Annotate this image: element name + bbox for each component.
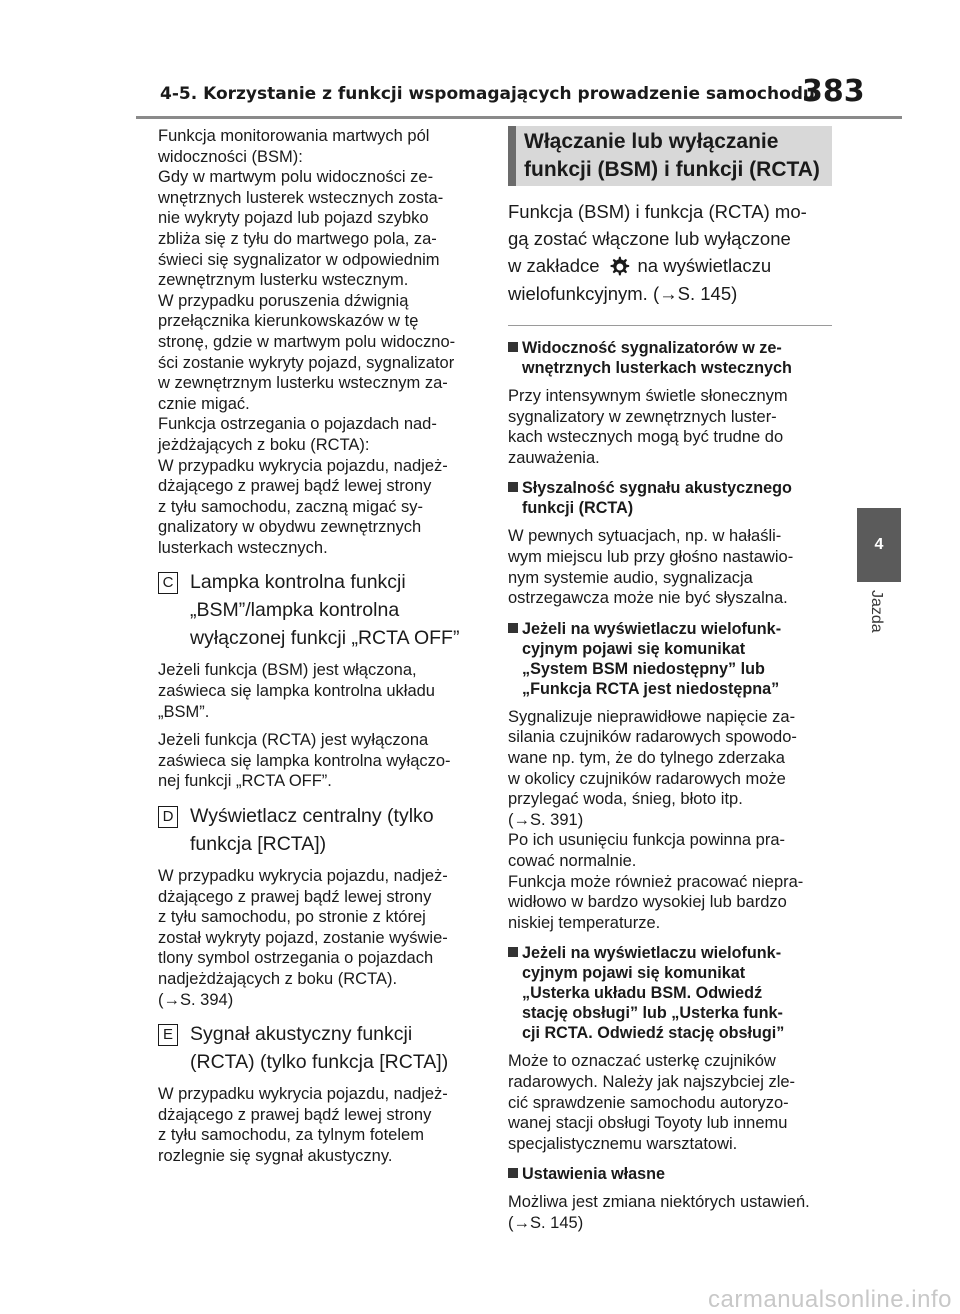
intro-text-before-icon: w zakładce — [508, 255, 600, 276]
intro-line: z tyłu samochodu, zaczną migać sy- — [158, 497, 424, 516]
square-bullet-icon — [508, 947, 518, 957]
intro-line: wnętrznych lusterek wstecznych zosta- — [158, 188, 444, 207]
body-line: widłowo w bardzo wysokiej lub bardzo — [508, 893, 787, 912]
body-line: Funkcja może również pracować niepra- — [508, 872, 804, 891]
subsection-title-line: Ustawienia własne — [522, 1165, 666, 1184]
item-title-line: Wyświetlacz centralny (tylko — [190, 805, 434, 828]
body-line: z tyłu samochodu, za tylnym fotelem — [158, 1126, 424, 1145]
intro-line: Funkcja ostrzegania o pojazdach nad- — [158, 415, 437, 434]
body-line: W pewnych sytuacjach, np. w hałaśli- — [508, 527, 782, 546]
intro-line: Funkcja (BSM) i funkcja (RCTA) mo- — [508, 201, 807, 222]
intro-text — [158, 126, 484, 558]
subsection-title-line: wnętrznych lusterkach wstecznych — [522, 359, 792, 378]
subsection-title-line: „System BSM niedostępny” lub — [522, 659, 765, 678]
intro-line: Gdy w martwym polu widoczności ze- — [158, 168, 434, 187]
section-intro — [508, 198, 832, 307]
body-line: nej funkcji „RCTA OFF”. — [158, 772, 332, 791]
square-bullet-icon — [508, 623, 518, 633]
item-letter-badge: E — [158, 1024, 178, 1046]
body-line: kach wstecznych mogą być trudne do — [508, 428, 784, 447]
subsection-heading — [508, 338, 832, 378]
subsection-body — [508, 1192, 832, 1233]
body-line: nym systemie audio, sygnalizacja — [508, 568, 753, 587]
section-divider — [508, 325, 832, 326]
subsection-title-line: Jeżeli na wyświetlaczu wielofunk- — [522, 944, 782, 963]
subsection-body — [508, 1051, 832, 1154]
body-line: z tyłu samochodu, po stronie z której — [158, 908, 426, 927]
intro-line: dżającego z prawej bądź lewej strony — [158, 477, 432, 496]
intro-line: cznie migać. — [158, 394, 250, 413]
subsection-title-line: funkcji (RCTA) — [522, 499, 634, 518]
intro-line: przełącznika kierunkowskazów w tę — [158, 312, 419, 331]
body-line: Jeżeli funkcja (RCTA) jest wyłączona — [158, 731, 429, 750]
body-line: Sygnalizuje nieprawidłowe napięcie za- — [508, 707, 796, 726]
subsection-heading — [508, 619, 832, 699]
chapter-tab-label: Jazda — [868, 590, 885, 633]
square-bullet-icon — [508, 482, 518, 492]
body-line: specjalistycznemu warsztatowi. — [508, 1134, 738, 1153]
chapter-heading: 4-5. Korzystanie z funkcji wspomagających prowadzenie samochodu — [160, 84, 816, 104]
subsection-heading — [508, 1164, 832, 1184]
body-line: w okolicy czujników radarowych może — [508, 769, 786, 788]
header-divider — [136, 116, 902, 119]
body-line: Może to oznaczać usterkę czujników — [508, 1052, 776, 1071]
body-line: niskiej temperaturze. — [508, 913, 661, 932]
body-line: W przypadku wykrycia pojazdu, nadjeż- — [158, 1085, 448, 1104]
body-line: został wykryty pojazd, zostanie wyświe- — [158, 928, 448, 947]
body-line: W przypadku wykrycia pojazdu, nadjeż- — [158, 867, 448, 886]
page-reference[interactable]: (→S. 391) — [508, 810, 584, 829]
body-line: zaświeca się lampka kontrolna wyłączo- — [158, 751, 451, 770]
body-line: zaświeca się lampka kontrolna układu — [158, 682, 435, 701]
item-heading-c — [158, 568, 484, 652]
intro-line: W przypadku wykrycia pojazdu, nadjeż- — [158, 456, 448, 475]
page-reference[interactable]: (→S. 394) — [158, 990, 234, 1009]
body-line: wym miejscu lub przy głośno nastawio- — [508, 548, 794, 567]
intro-line: lusterkach wstecznych. — [158, 538, 328, 557]
subsection-title-line: stację obsługi” lub „Usterka funk- — [522, 1004, 783, 1023]
body-line: dżającego z prawej bądź lewej strony — [158, 1105, 432, 1124]
chapter-tab[interactable]: 4 — [857, 508, 901, 582]
body-line: Możliwa jest zmiana niektórych ustawień. — [508, 1193, 810, 1212]
square-bullet-icon — [508, 342, 518, 352]
item-body-c — [158, 660, 484, 792]
watermark: carmanualsonline.info — [708, 1286, 952, 1313]
body-line: Jeżeli funkcja (BSM) jest włączona, — [158, 661, 417, 680]
body-line: silania czujników radarowych spowodo- — [508, 728, 797, 747]
right-column — [508, 126, 832, 1234]
square-bullet-icon — [508, 1168, 518, 1178]
intro-text-after-icon: na wyświetlaczu — [637, 255, 772, 276]
intro-line: Funkcja monitorowania martwych pól — [158, 127, 430, 145]
intro-line: zewnętrznym lusterku wstecznym. — [158, 271, 409, 290]
intro-line: ści zostanie wykryty pojazd, sygnalizator — [158, 353, 455, 372]
intro-line: widoczności (BSM): — [158, 147, 303, 166]
intro-line: zbliża się z tyłu do martwego pola, za- — [158, 229, 437, 248]
gear-icon — [606, 254, 632, 280]
subsection-title-line: Jeżeli na wyświetlaczu wielofunk- — [522, 619, 782, 638]
subsection-title-line: „Funkcja RCTA jest niedostępna” — [522, 679, 780, 698]
item-body-e — [158, 1084, 484, 1166]
item-title-line: Lampka kontrolna funkcji — [190, 571, 406, 594]
subsection-heading — [508, 943, 832, 1043]
body-line: cować normalnie. — [508, 852, 637, 871]
body-line: wanej stacji obsługi Toyoty lub innemu — [508, 1114, 788, 1133]
subsection-title-line: „Usterka układu BSM. Odwiedź — [522, 984, 763, 1003]
body-line: cić sprawdzenie samochodu autoryzo- — [508, 1093, 789, 1112]
section-title-line: Włączanie lub wyłączanie — [524, 130, 779, 153]
item-title-line: (RCTA) (tylko funkcja [RCTA]) — [190, 1051, 449, 1074]
body-line: nadjeżdżających z boku (RCTA). — [158, 970, 398, 988]
body-line: tlony symbol ostrzegania o pojazdach — [158, 949, 434, 968]
intro-line: gnalizatory w obydwu zewnętrznych — [158, 518, 422, 537]
page-number: 383 — [802, 74, 865, 109]
item-letter-badge: D — [158, 806, 178, 828]
body-line: przylegać woda, śnieg, błoto itp. — [508, 790, 743, 809]
intro-line: stronę, gdzie w martwym polu widoczno- — [158, 332, 456, 351]
body-line: Przy intensywnym świetle słonecznym — [508, 387, 788, 406]
body-line: dżającego z prawej bądź lewej strony — [158, 887, 432, 906]
subsection-title-line: Słyszalność sygnału akustycznego — [522, 479, 792, 498]
item-heading-e — [158, 1020, 484, 1076]
intro-line: wielofunkcyjnym. (→S. 145) — [508, 283, 738, 305]
body-line: sygnalizatory w zewnętrznych luster- — [508, 407, 777, 426]
intro-line: W przypadku poruszenia dźwignią — [158, 291, 409, 310]
body-line: zauważenia. — [508, 448, 600, 467]
intro-line: jeżdżających z boku (RCTA): — [158, 435, 370, 454]
item-title-line: funkcja [RCTA]) — [190, 833, 327, 856]
body-line: „BSM”. — [158, 702, 210, 721]
intro-line: nie wykryty pojazd lub pojazd szybko — [158, 209, 429, 228]
intro-line: gą zostać włączone lub wyłączone — [508, 228, 791, 249]
page-header — [0, 0, 960, 120]
section-title-line: funkcji (BSM) i funkcji (RCTA) — [524, 158, 820, 181]
page-reference[interactable]: (→S. 145) — [508, 1213, 584, 1232]
intro-line: w zewnętrznym lusterku wstecznym za- — [158, 374, 448, 393]
subsection-body — [508, 386, 832, 468]
body-line: Po ich usunięciu funkcja powinna pra- — [508, 831, 785, 850]
body-line: radarowych. Należy jak najszybciej zle- — [508, 1072, 796, 1091]
item-letter-badge: C — [158, 572, 178, 594]
section-title-box — [508, 126, 832, 186]
intro-line: świeci się sygnalizator w odpowiednim — [158, 250, 440, 269]
subsection-heading — [508, 478, 832, 518]
item-heading-d — [158, 802, 484, 858]
subsection-title-line: cji RCTA. Odwiedź stację obsługi” — [522, 1024, 785, 1043]
item-title-line: Sygnał akustyczny funkcji — [190, 1023, 413, 1046]
intro-line-with-icon — [508, 252, 832, 280]
item-body-d — [158, 866, 484, 1010]
body-line: ostrzegawcza może nie być słyszalna. — [508, 589, 788, 608]
subsection-body — [508, 526, 832, 608]
subsection-title-line: Widoczność sygnalizatorów w ze- — [522, 339, 782, 358]
left-column — [158, 126, 484, 1167]
body-line: wane np. tym, że do tylnego zderzaka — [508, 749, 785, 768]
subsection-body — [508, 707, 832, 934]
body-line: rozlegnie się sygnał akustyczny. — [158, 1146, 393, 1165]
subsection-title-line: cyjnym pojawi się komunikat — [522, 639, 746, 658]
item-title-line: „BSM”/lampka kontrolna — [190, 599, 400, 622]
item-title-line: wyłączonej funkcji „RCTA OFF” — [190, 627, 460, 650]
subsection-title-line: cyjnym pojawi się komunikat — [522, 964, 746, 983]
